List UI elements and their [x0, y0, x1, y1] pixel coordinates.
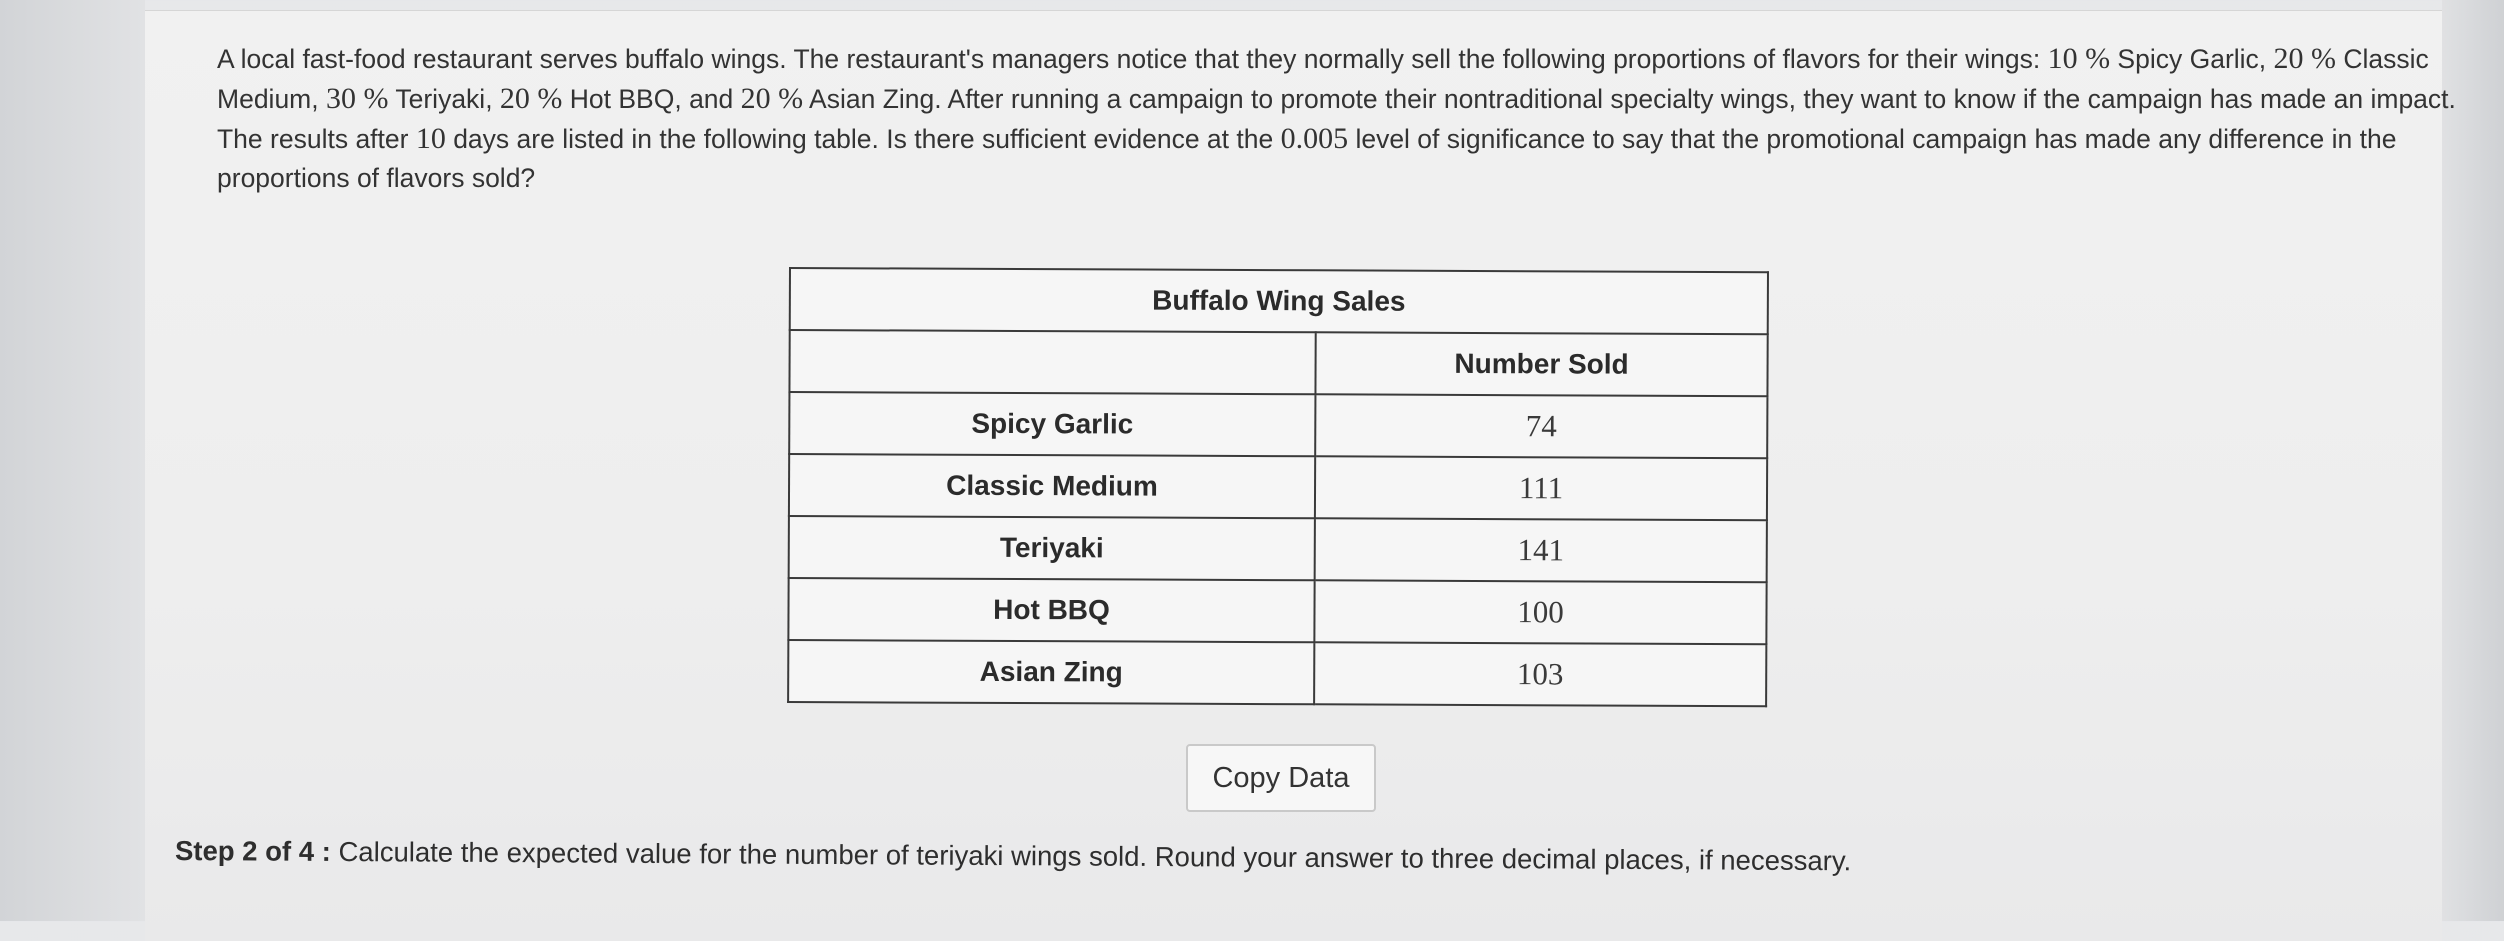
- buffalo-wing-sales-table: [787, 267, 1769, 707]
- problem-text: Asian Zing. After running a campaign to promote their nontraditional specialty wings, they want to know if the campaign has made an impact. The results after: [217, 84, 2456, 154]
- copy-data-button[interactable]: Copy Data: [1186, 744, 1376, 812]
- row-label: Asian Zing: [788, 640, 1314, 704]
- problem-text: A local fast-food restaurant serves buffalo wings. The restaurant's managers notice that they normally sell the following proportions of flavors for their wings:: [217, 44, 2048, 74]
- proportion-spicy-garlic: 10 %: [2047, 42, 2111, 75]
- background-left: [0, 0, 145, 921]
- row-label: Hot BBQ: [788, 578, 1314, 642]
- table-row: [788, 640, 1766, 706]
- header-empty-cell: [789, 330, 1315, 394]
- step-prefix: Step 2 of 4 :: [174, 835, 331, 867]
- row-label: Classic Medium: [789, 454, 1315, 518]
- question-panel: [145, 10, 2456, 941]
- significance-level: 0.005: [1280, 122, 1349, 155]
- table-row: [788, 578, 1766, 644]
- table-header-row: [789, 330, 1767, 396]
- table-row: [789, 454, 1767, 520]
- table-container: [789, 267, 1769, 703]
- proportion-asian-zing: 20 %: [740, 82, 804, 115]
- table-title: Buffalo Wing Sales: [790, 268, 1768, 334]
- problem-text: days are listed in the following table. Is there sufficient evidence at the: [445, 124, 1281, 154]
- row-label: Teriyaki: [789, 516, 1315, 580]
- column-header-number-sold: Number Sold: [1315, 332, 1767, 396]
- table-title-row: [790, 268, 1768, 334]
- table-row: [789, 516, 1767, 582]
- row-value: 74: [1315, 394, 1767, 458]
- table-row: [789, 392, 1767, 458]
- problem-text: Teriyaki,: [388, 84, 500, 114]
- problem-text: level of significance to say that the promotional campaign has made any difference in the proportions of flavors sold?: [217, 124, 2397, 193]
- row-label: Spicy Garlic: [789, 392, 1315, 456]
- problem-text: Classic Medium,: [217, 44, 2429, 114]
- row-value: 100: [1314, 580, 1766, 644]
- problem-text: Hot BBQ, and: [562, 84, 741, 114]
- row-value: 141: [1315, 518, 1767, 582]
- step-text: Calculate the expected value for the number of teriyaki wings sold. Round your answer to three decimal places, if necessary.: [330, 835, 1852, 877]
- row-value: 111: [1315, 456, 1767, 520]
- proportion-classic-medium: 20 %: [2273, 42, 2337, 75]
- days-count: 10: [415, 122, 446, 155]
- proportion-hot-bbq: 20 %: [499, 82, 563, 115]
- problem-statement: [217, 39, 2457, 198]
- step-instruction: [175, 835, 2435, 881]
- problem-text: Spicy Garlic,: [2110, 44, 2274, 74]
- row-value: 103: [1314, 642, 1766, 706]
- proportion-teriyaki: 30 %: [325, 82, 389, 115]
